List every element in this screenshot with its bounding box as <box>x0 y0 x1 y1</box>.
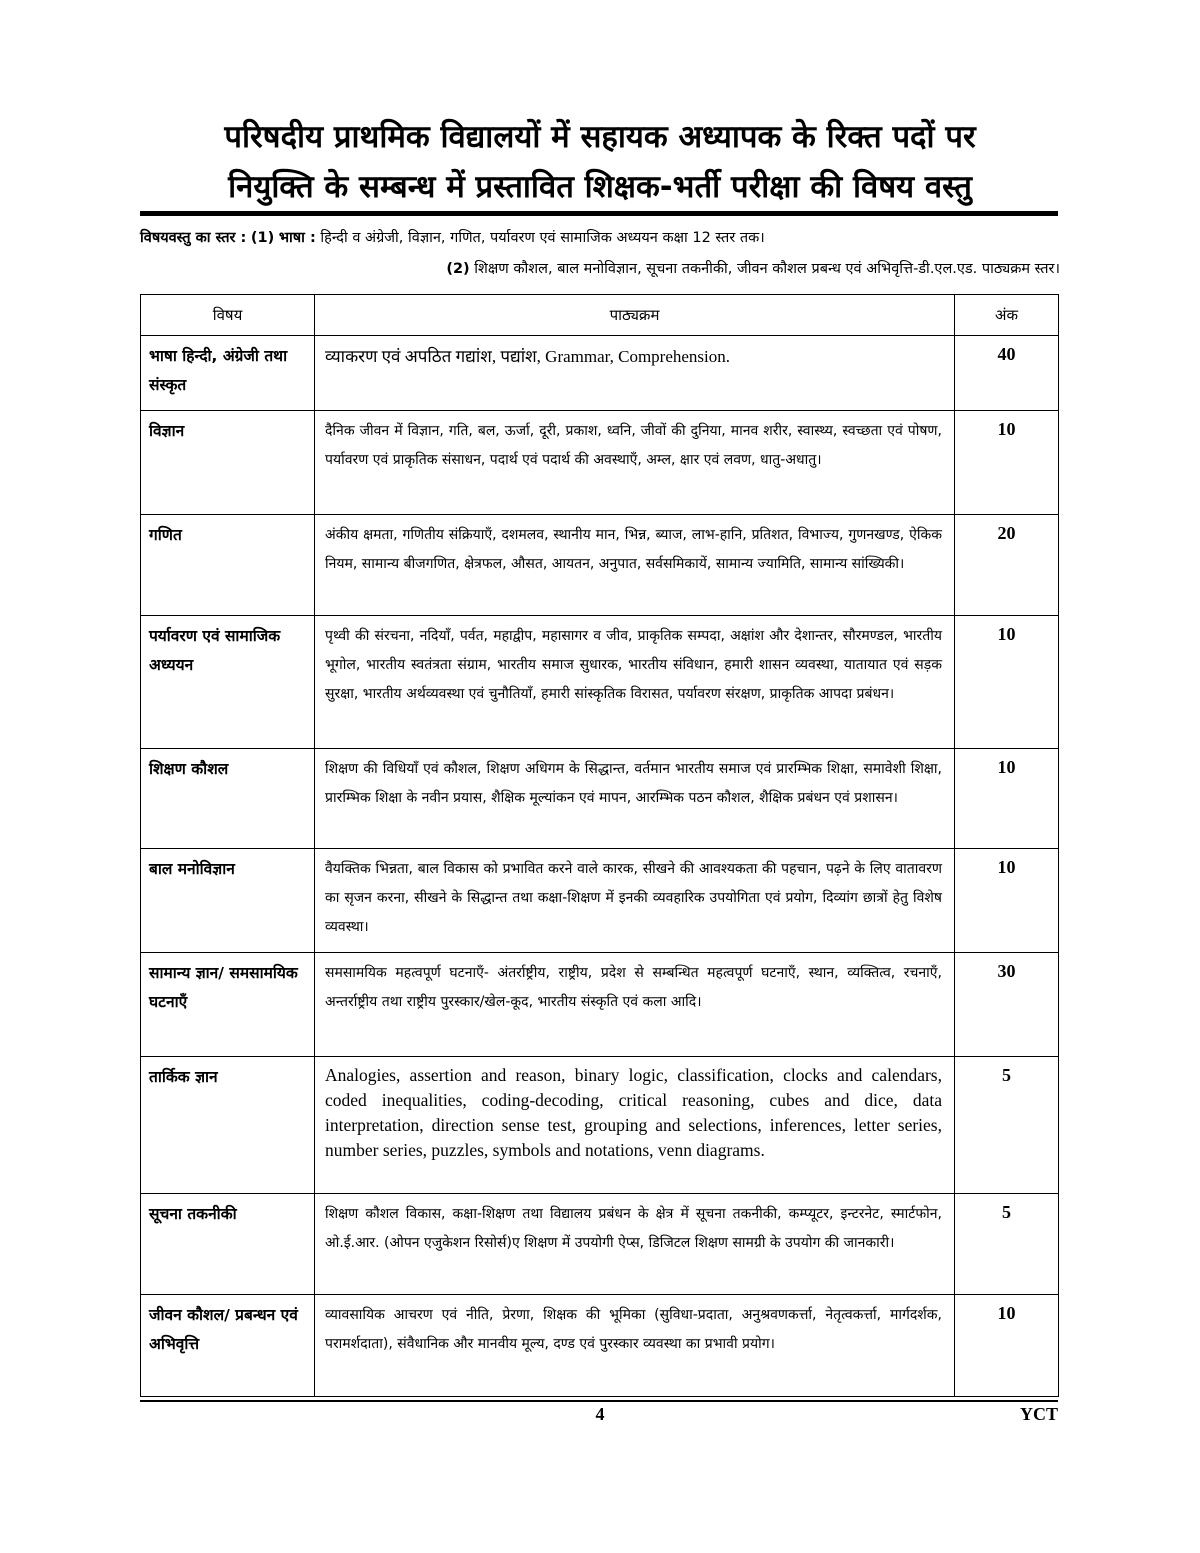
table-header-row <box>141 295 1059 336</box>
marks-cell: 10 <box>955 1295 1059 1397</box>
syllabus-cell: शिक्षण की विधियाँ एवं कौशल, शिक्षण अधिगम के सिद्धान्त, वर्तमान भारतीय समाज एवं प्रारम्भिक शिक्षा, समावेशी शिक्षा, प्रारम्भिक शिक्षा के नवीन प्रयास, शैक्षिक मूल्यांकन एवं मापन, आरम्भिक पठन कौशल, शैक्षिक प्रबंधन एवं प्रशासन। <box>315 749 955 849</box>
marks-cell: 10 <box>955 616 1059 749</box>
subject-cell: पर्यावरण एवं सामाजिक अध्ययन <box>141 616 315 749</box>
marks-cell: 40 <box>955 336 1059 411</box>
syllabus-cell: व्यावसायिक आचरण एवं नीति, प्रेरणा, शिक्षक की भूमिका (सुविधा-प्रदाता, अनुश्रवणकर्त्ता, नेतृत्वकर्त्ता, मार्गदर्शक, परामर्शदाता), संवैधानिक और मानवीय मूल्य, दण्ड एवं पुरस्कार व्यवस्था का प्रभावी प्रयोग। <box>315 1295 955 1397</box>
syllabus-table <box>140 294 1059 1397</box>
title-line-2: नियुक्ति के सम्बन्ध में प्रस्तावित शिक्षक-भर्ती परीक्षा की विषय वस्तु <box>228 169 972 205</box>
marks-cell: 10 <box>955 849 1059 953</box>
marks-cell: 5 <box>955 1194 1059 1295</box>
syllabus-cell: वैयक्तिक भिन्नता, बाल विकास को प्रभावित करने वाले कारक, सीखने की आवश्यकता की पहचान, पढ़ने के लिए वातावरण का सृजन करना, सीखने के सिद्धान्त तथा कक्षा-शिक्षण में इनकी व्यवहारिक उपयोगिता एवं प्रयोग, दिव्यांग छात्रों हेतु विशेष व्यवस्था। <box>315 849 955 953</box>
syllabus-cell: पृथ्वी की संरचना, नदियाँ, पर्वत, महाद्वीप, महासागर व जीव, प्राकृतिक सम्पदा, अक्षांश और देशान्तर, सौरमण्डल, भारतीय भूगोल, भारतीय स्वतंत्रता संग्राम, भारतीय समाज सुधारक, भारतीय संविधान, हमारी शासन व्यवस्था, यातायात एवं सड़क सुरक्षा, भारतीय अर्थव्यवस्था एवं चुनौतियाँ, हमारी सांस्कृतिक विरासत, पर्यावरण संरक्षण, प्राकृतिक आपदा प्रबंधन। <box>315 616 955 749</box>
subject-cell: तार्किक ज्ञान <box>141 1057 315 1194</box>
table-row <box>141 336 1059 411</box>
table-row <box>141 411 1059 515</box>
content-level-item2-text: शिक्षण कौशल, बाल मनोविज्ञान, सूचना तकनीकी, जीवन कौशल प्रबन्ध एवं अभिवृत्ति-डी.एल.एड. पाठ्यक्रम स्तर। <box>474 261 1060 277</box>
publisher-mark: YCT <box>1019 1404 1058 1424</box>
subject-cell: विज्ञान <box>141 411 315 515</box>
syllabus-cell: दैनिक जीवन में विज्ञान, गति, बल, ऊर्जा, दूरी, प्रकाश, ध्वनि, जीवों की दुनिया, मानव शरीर, स्वास्थ्य, स्वच्छता एवं पोषण, पर्यावरण एवं प्राकृतिक संसाधन, पदार्थ एवं पदार्थ की अवस्थाएँ, अम्ल, क्षार एवं लवण, धातु-अधातु। <box>315 411 955 515</box>
marks-cell: 30 <box>955 953 1059 1057</box>
page-title <box>140 112 1060 212</box>
marks-cell: 10 <box>955 411 1059 515</box>
marks-cell: 10 <box>955 749 1059 849</box>
subject-cell: गणित <box>141 515 315 616</box>
subject-cell: सूचना तकनीकी <box>141 1194 315 1295</box>
subject-cell: भाषा हिन्दी, अंग्रेजी तथा संस्कृत <box>141 336 315 411</box>
content-level-item1-text: हिन्दी व अंग्रेजी, विज्ञान, गणित, पर्यावरण एवं सामाजिक अध्ययन कक्षा 12 स्तर तक। <box>320 230 765 246</box>
table-row <box>141 1295 1059 1397</box>
subject-cell: शिक्षण कौशल <box>141 749 315 849</box>
subject-cell: बाल मनोविज्ञान <box>141 849 315 953</box>
header-syllabus: पाठ्यक्रम <box>315 295 955 336</box>
syllabus-cell: Analogies, assertion and reason, binary logic, classification, clocks and calendars, coded inequalities, coding-decoding, critical reasoning, cubes and dice, data interpretation, direction sense test, grouping and selections, inferences, letter series, number series, puzzles, symbols and notations, venn diagrams. <box>315 1057 955 1194</box>
syllabus-cell: अंकीय क्षमता, गणितीय संक्रियाएँ, दशमलव, स्थानीय मान, भिन्न, ब्याज, लाभ-हानि, प्रतिशत, विभाज्य, गुणनखण्ड, ऐकिक नियम, सामान्य बीजगणित, क्षेत्रफल, औसत, आयतन, अनुपात, सर्वसमिकायें, सामान्य ज्यामिति, सामान्य सांख्यिकी। <box>315 515 955 616</box>
marks-cell: 20 <box>955 515 1059 616</box>
title-line-1: परिषदीय प्राथमिक विद्यालयों में सहायक अध्यापक के रिक्त पदों पर <box>224 119 976 155</box>
content-level-line-2 <box>446 258 1060 278</box>
subject-cell: जीवन कौशल/ प्रबन्धन एवं अभिवृत्ति <box>141 1295 315 1397</box>
header-subject: विषय <box>141 295 315 336</box>
title-divider <box>140 211 1058 216</box>
table-row <box>141 515 1059 616</box>
table-row <box>141 1057 1059 1194</box>
page-number: 4 <box>595 1404 605 1424</box>
table-row <box>141 953 1059 1057</box>
table-row <box>141 849 1059 953</box>
syllabus-cell: समसामयिक महत्वपूर्ण घटनाएँ- अंतर्राष्ट्रीय, राष्ट्रीय, प्रदेश से सम्बन्धित महत्वपूर्ण घटनाएँ, स्थान, व्यक्तित्व, रचनाएँ, अन्तर्राष्ट्रीय तथा राष्ट्रीय पुरस्कार/खेल-कूद, भारतीय संस्कृति एवं कला आदि। <box>315 953 955 1057</box>
content-level-item1-num: (1) <box>250 230 275 246</box>
content-level-label: विषयवस्तु का स्तर : <box>140 230 247 246</box>
header-marks: अंक <box>955 295 1059 336</box>
syllabus-cell: व्याकरण एवं अपठित गद्यांश, पद्यांश, Grammar, Comprehension. <box>315 336 955 411</box>
table-row <box>141 616 1059 749</box>
content-level-item2-num: (2) <box>446 261 470 277</box>
content-level-line-1 <box>140 227 765 247</box>
marks-cell: 5 <box>955 1057 1059 1194</box>
syllabus-cell: शिक्षण कौशल विकास, कक्षा-शिक्षण तथा विद्यालय प्रबंधन के क्षेत्र में सूचना तकनीकी, कम्प्यूटर, इन्टरनेट, स्मार्टफोन, ओ.ई.आर. (ओपन एजुकेशन रिसोर्स)ए शिक्षण में उपयोगी ऐप्स, डिजिटल शिक्षण सामग्री के उपयोग की जानकारी। <box>315 1194 955 1295</box>
content-level-item1-label: भाषा : <box>278 230 316 246</box>
footer-divider <box>140 1400 1058 1402</box>
table-row <box>141 749 1059 849</box>
subject-cell: सामान्य ज्ञान/ समसामयिक घटनाएँ <box>141 953 315 1057</box>
table-row <box>141 1194 1059 1295</box>
